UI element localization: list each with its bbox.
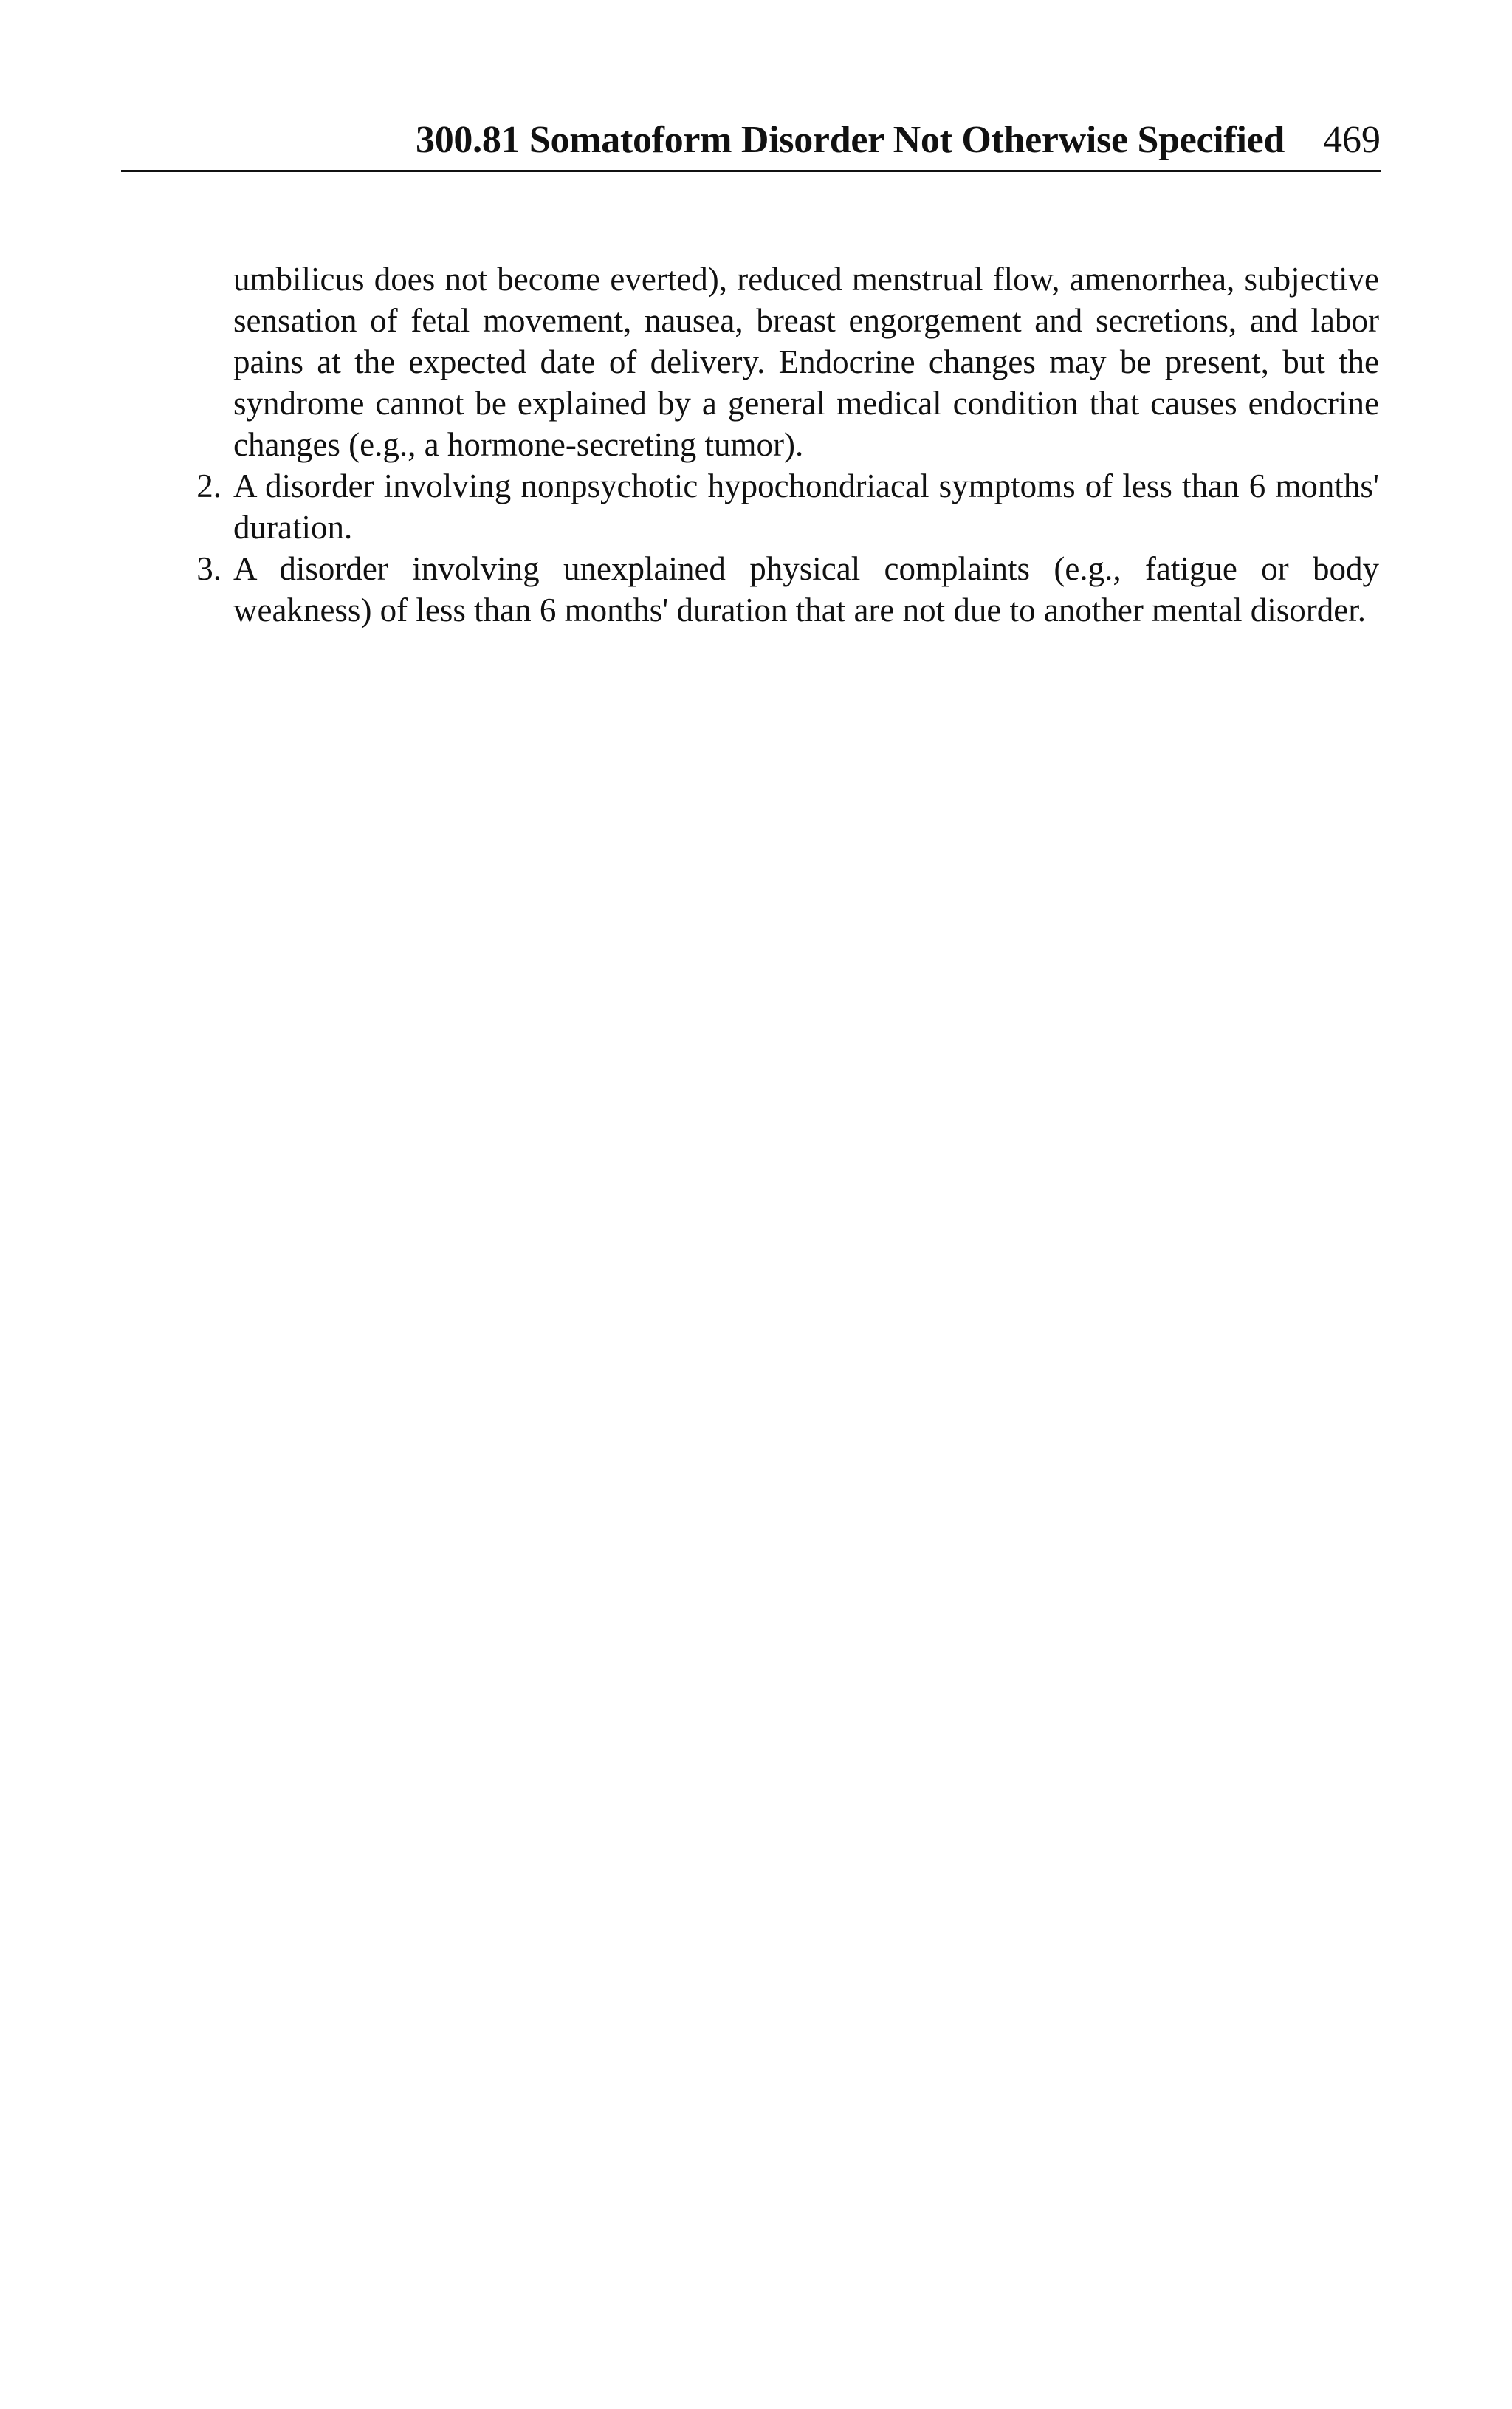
- running-header: [121, 111, 1381, 172]
- list-item-2: [196, 465, 1379, 548]
- page-content: [196, 258, 1379, 631]
- list-item-number: 2.: [196, 467, 221, 504]
- list-item-number: 3.: [196, 550, 221, 587]
- list-item-text: A disorder involving unexplained physical complaints (e.g., fatigue or body weakness) of less than 6 months' duration that are not due to another mental disorder.: [233, 550, 1379, 628]
- list-item-3: [196, 548, 1379, 631]
- page-number: 469: [1323, 119, 1381, 161]
- header-title: 300.81 Somatoform Disorder Not Otherwise Specified: [416, 119, 1285, 161]
- continuation-paragraph: umbilicus does not become everted), reduced menstrual flow, amenorrhea, subjective sensation of fetal movement, nausea, breast engorgement and secretions, and labor pains at the expected date of delivery. Endocrine changes may be present, but the syndrome cannot be explained by a general medical condition that causes endocrine changes (e.g., a hormone-secreting tumor).: [233, 261, 1379, 463]
- list-item-text: A disorder involving nonpsychotic hypochondriacal symptoms of less than 6 months' duration.: [233, 467, 1379, 546]
